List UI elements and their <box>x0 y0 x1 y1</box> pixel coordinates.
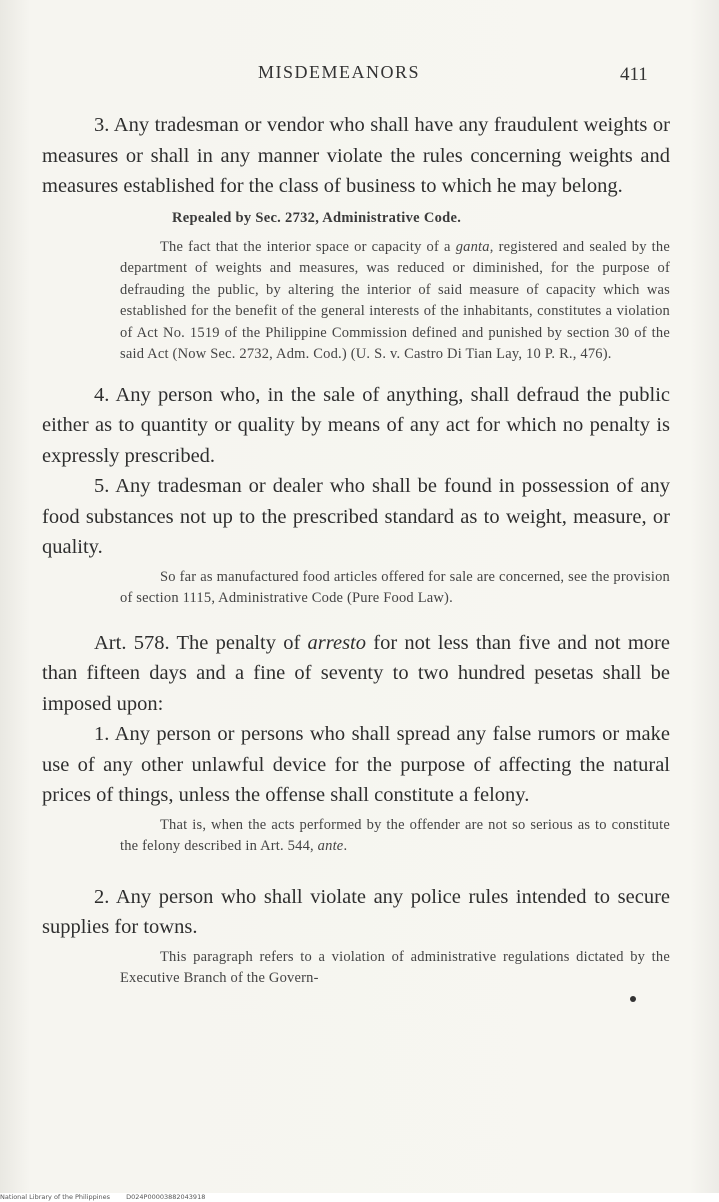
scan-code: D024P00003882043918 <box>126 1193 206 1201</box>
paragraph-item-2: 2. Any person who shall violate any police rules intended to secure supplies for towns. <box>42 885 670 938</box>
running-head: MISDEMEANORS <box>258 62 421 82</box>
repealed-note: Repealed by Sec. 2732, Administrative Code. <box>172 209 462 226</box>
ink-dot <box>630 996 636 1002</box>
italic-term: arresto <box>307 631 366 654</box>
article-578 <box>42 628 670 720</box>
page-header <box>0 62 719 88</box>
italic-term: ganta <box>455 238 490 255</box>
annotation-text: . <box>343 838 348 854</box>
annotation-text: , registered and sealed by the department of weights and measures, was reduced or diminished, for the purpose of defrauding the public, by altering the interior of said measure of capacity which was established for the benefit of the general interests of the inhabitants, constitutes a violation of Act No. 1519 of the Philippine Commission defined and punished by section 30 of the said Act (Now Sec. 2732, Adm. Cod.) (U. S. v. Castro Di Tian Lay, 10 P. R., 476). <box>120 238 670 362</box>
scan-footer <box>0 1193 719 1202</box>
annotation-felony <box>120 815 670 858</box>
paragraph-item-5: 5. Any tradesman or dealer who shall be found in possession of any food substances not up to the prescribed standard as to weight, measure, or quality. <box>42 475 670 558</box>
article-text: for not less than five and not more than fifteen days and a fine of seventy to two hundred pesetas shall be imposed upon: <box>42 631 670 715</box>
paragraph-item-1: 1. Any person or persons who shall spread any false rumors or make use of any other unlawful device for the purpose of affecting the natural prices of things, unless the offense shall constitute a felony. <box>42 723 670 806</box>
paragraph-item-4: 4. Any person who, in the sale of anything, shall defraud the public either as to quantity or quality by means of any act for which no penalty is expressly prescribed. <box>42 383 670 467</box>
annotation-pure-food: So far as manufactured food articles offered for sale are concerned, see the provision of section 1115, Administrative Code (Pure Food Law). <box>120 568 670 606</box>
article-text: Art. 578. The penalty of <box>94 631 308 654</box>
annotation-ganta <box>120 237 670 366</box>
paragraph-item-3: 3. Any tradesman or vendor who shall have any fraudulent weights or measures or shall in any manner violate the rules concerning weights and measures established for the class of business to which he may belong. <box>42 114 670 197</box>
annotation-executive: This paragraph refers to a violation of administrative regulations dictated by the Executive Branch of the Govern- <box>120 948 670 986</box>
italic-term: ante <box>317 838 344 854</box>
annotation-text: That is, when the acts performed by the offender are not so serious as to constitute the felony described in Art. 544, <box>120 816 670 854</box>
page-number: 411 <box>620 64 648 85</box>
library-credit: National Library of the Philippines <box>0 1193 111 1201</box>
annotation-text: The fact that the interior space or capacity of a <box>160 238 456 255</box>
page-body <box>42 110 670 1004</box>
